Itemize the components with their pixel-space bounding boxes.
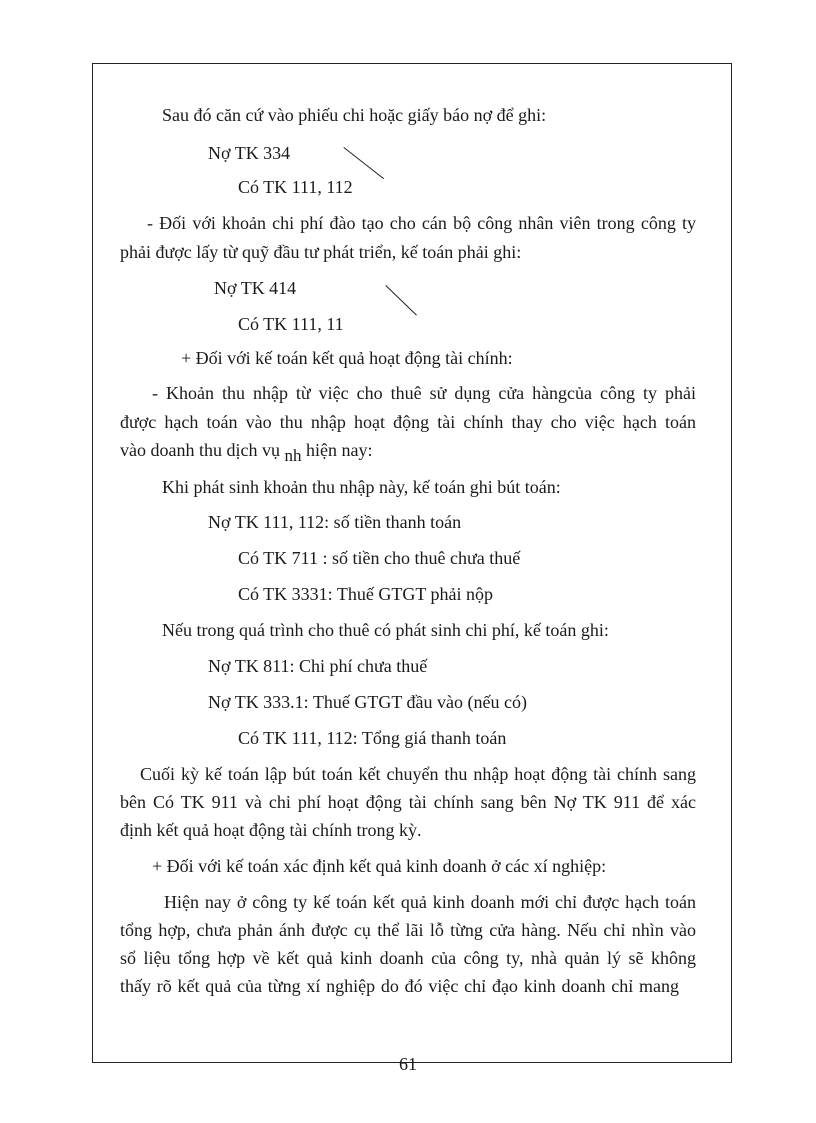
entry-credit-111-112: Có TK 111, 112: [238, 177, 353, 197]
text-line: được hạch toán vào thu nhập hoạt động tài chính thay cho việc hạch toán: [120, 412, 696, 432]
text-line: thấy rõ kết quả của từng xí nghiệp do đó việc chỉ đạo kinh doanh chỉ mang: [120, 976, 679, 996]
text-line: phải được lấy từ quỹ đầu tư phát triển, kế toán phải ghi:: [120, 242, 522, 262]
text-line: vào doanh thu dịch vụ nh hiện nay:: [120, 440, 373, 465]
text-line: Sau đó căn cứ vào phiếu chi hoặc giấy báo nợ để ghi:: [162, 105, 547, 125]
entry-line: Có TK 3331: Thuế GTGT phải nộp: [238, 584, 493, 604]
entry-debit-334: Nợ TK 334: [208, 143, 291, 163]
section-heading: + Đối với kế toán xác định kết quả kinh doanh ở các xí nghiệp:: [152, 856, 607, 876]
text-line: tổng hợp, chưa phản ánh được cụ thể lãi lỗ từng cửa hàng. Nếu chỉ nhìn vào: [120, 920, 696, 940]
entry-line: Có TK 111, 112: Tổng giá thanh toán: [238, 728, 507, 748]
entry-credit-111-11: Có TK 111, 11: [238, 314, 344, 334]
page-number: 61: [399, 1054, 417, 1074]
text-line: - Đối với khoản chi phí đào tạo cho cán bộ công nhân viên trong công ty: [147, 213, 696, 233]
text-line: bên Có TK 911 và chi phí hoạt động tài chính sang bên Nợ TK 911 để xác: [120, 792, 696, 812]
entry-debit-414: Nợ TK 414: [214, 278, 297, 298]
entry-line: Nợ TK 333.1: Thuế GTGT đầu vào (nếu có): [208, 692, 527, 712]
text-line: Hiện nay ở công ty kế toán kết quả kinh doanh mới chỉ được hạch toán: [164, 892, 696, 912]
text-line: - Khoản thu nhập từ việc cho thuê sử dụng cửa hàngcủa công ty phải: [152, 383, 696, 403]
section-heading: + Đối với kế toán kết quả hoạt động tài chính:: [181, 348, 513, 368]
text-line: Nếu trong quá trình cho thuê có phát sinh chi phí, kế toán ghi:: [162, 620, 609, 640]
text-line: Cuối kỳ kế toán lập bút toán kết chuyển thu nhập hoạt động tài chính sang: [140, 764, 696, 784]
text-line: định kết quả hoạt động tài chính trong kỳ.: [120, 820, 422, 840]
entry-line: Nợ TK 111, 112: số tiền thanh toán: [208, 512, 462, 532]
entry-line: Có TK 711 : số tiền cho thuê chưa thuế: [238, 548, 521, 568]
text-line: sổ liệu tổng hợp về kết quả kinh doanh của công ty, nhà quản lý sẽ không: [120, 948, 696, 968]
text-line: Khi phát sinh khoản thu nhập này, kế toán ghi bút toán:: [162, 477, 561, 497]
entry-line: Nợ TK 811: Chi phí chưa thuế: [208, 656, 428, 676]
